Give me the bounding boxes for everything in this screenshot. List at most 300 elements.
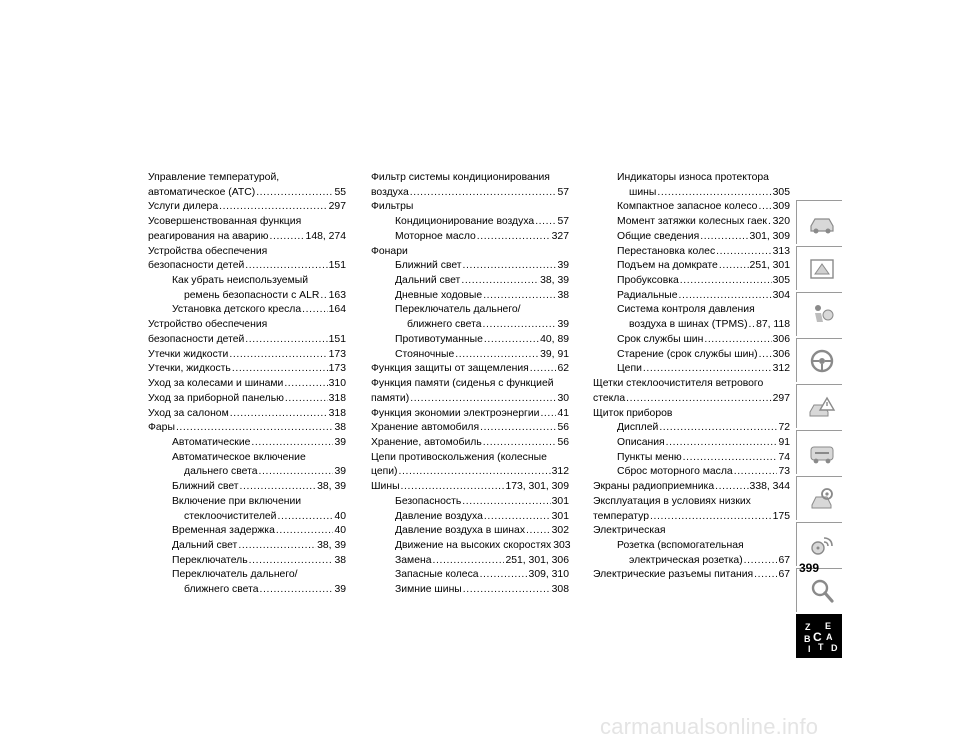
dot-leader [240,480,317,495]
index-entry [148,215,346,244]
index-entry [371,539,569,554]
index-entry [148,200,346,215]
dot-leader [749,318,756,333]
index-entry [593,274,790,289]
index-entry-pages[interactable]: 40 [334,525,346,537]
index-entry-pages[interactable]: 318 [328,407,346,419]
index-entry-label: Уход за приборной панелью [148,392,284,404]
index-entry-pages[interactable]: 91 [778,436,790,448]
index-entry-label: Дисплей [617,422,659,434]
index-entry [593,362,790,377]
index-entry-label: цепи) [371,466,398,478]
index-entry-label: Электрические разъемы питания [593,569,754,581]
index-entry-pages[interactable]: 297 [328,201,346,213]
index-entry-pages[interactable]: 72 [778,422,790,434]
index-entry-pages[interactable]: 309 [772,201,790,213]
index-entry-label: Шины [371,481,400,493]
index-entry [371,524,569,539]
dot-leader [700,230,748,245]
car-overview-icon [807,208,837,238]
index-entry-pages[interactable]: 304 [772,289,790,301]
index-entry [593,171,790,200]
index-entry [593,436,790,451]
index-entry [593,407,790,422]
index-entry-label: Утечки жидкости [148,348,229,360]
dot-leader [229,348,327,363]
index-entry [371,407,569,422]
dot-leader [715,480,748,495]
dot-leader [535,215,556,230]
index-entry-label: Дальний свет [395,275,461,287]
index-entry-pages[interactable]: 173 [328,348,346,360]
index-entry [371,230,569,245]
index-entry-label: Давление воздуха в шинах [395,525,526,537]
index-entry [593,495,790,524]
index-entry-label: Утечки, жидкость [148,363,231,375]
index-entry-label: Безопасность [395,495,462,507]
index-entry [593,480,790,495]
index-entry [371,510,569,525]
index-entry-pages[interactable]: 151 [328,333,346,345]
dot-leader [256,186,333,201]
dot-leader [463,583,551,598]
index-entry [371,495,569,510]
index-entry [148,480,346,495]
index-entry-heading: Система контроля давления [617,304,755,316]
dot-leader [480,421,556,436]
dot-leader [245,259,327,274]
index-entry-label: Уход за салоном [148,407,229,419]
dot-leader [232,362,328,377]
index-entry-label: Старение (срок службы шин) [617,348,758,360]
tab-multimedia[interactable] [796,522,842,566]
index-entry [371,583,569,598]
dot-leader [219,200,328,215]
index-entry [148,348,346,363]
index-entry-pages[interactable]: 303 [553,539,571,551]
index-entry-pages[interactable]: 39 [334,436,346,448]
index-entry-label: Противотуманные [395,333,483,345]
service-car-icon [807,438,837,468]
emergency-roadside-icon [807,392,837,422]
tab-service-car[interactable] [796,430,842,474]
index-entry [148,245,346,274]
dot-leader [245,333,327,348]
dot-leader [302,303,328,318]
index-entry-label: стекла [593,392,626,404]
tab-emergency-roadside[interactable] [796,384,842,428]
index-entry-pages[interactable]: 308 [551,584,569,596]
airbag-safety-icon [807,300,837,330]
index-entry-pages[interactable]: 38, 39 [540,275,569,287]
index-entry-pages[interactable]: 151 [328,260,346,272]
index-entry-heading: Как убрать неиспользуемый [172,275,309,287]
index-entry-heading: Цепи противоскольжения (колесные [371,451,547,463]
index-entry-pages[interactable]: 318 [328,392,346,404]
index-entry-label: Движение на высоких скоростях [395,539,552,551]
index-entry-label: Функция защиты от защемления [371,363,529,375]
index-entry-heading: Включение при включении [172,495,302,507]
index-entry-pages[interactable]: 313 [772,245,790,257]
index-entry [371,245,569,260]
index-entry-label: Переключатель [172,554,248,566]
index-entry [371,171,569,200]
warning-lights-icon [807,254,837,284]
dot-leader [484,333,539,348]
dot-leader [401,480,505,495]
index-entry [148,377,346,392]
watermark: carmanualsonline.info [600,714,819,739]
index-entry-pages[interactable]: 39 [334,466,346,478]
dot-leader [719,259,749,274]
index-entry-pages[interactable]: 38, 39 [317,481,346,493]
dot-leader [284,377,327,392]
index-entry-heading: Функция памяти (сиденья с функцией [371,378,554,390]
index-entry-pages[interactable]: 67 [778,569,790,581]
dot-leader [758,200,771,215]
index-entry [593,259,790,274]
dot-leader [477,230,551,245]
index-entry [593,421,790,436]
index-entry-label: Фильтры [371,201,414,213]
index-entry-pages[interactable]: 301, 309 [749,230,790,242]
index-entry-heading: Управление температурой, [148,172,280,183]
index-entry-label: Автоматические [172,436,251,448]
index-entry-pages[interactable]: 309, 310 [528,569,569,581]
index-entry [371,362,569,377]
index-entry-label: Дневные ходовые [395,289,483,301]
index-entry-label: Перестановка колес [617,245,716,257]
index-entry-label: Компактное запасное колесо [617,201,758,213]
index-entry [148,554,346,569]
dot-leader [759,348,772,363]
tab-technical-specs[interactable] [796,476,842,520]
index-entry-label: ближнего света [184,584,259,596]
index-entry-pages[interactable]: 38 [557,289,569,301]
index-entry-label: температур [593,510,650,522]
index-entry-label: ближнего света [407,319,482,331]
index-entry-label: Подъем на домкрате [617,260,718,272]
index-entry-pages[interactable]: 56 [557,422,569,434]
index-entry [148,318,346,347]
index-entry [371,303,569,332]
index-entry-pages[interactable]: 306 [772,333,790,345]
tab-car-overview[interactable] [796,200,842,244]
index-entry-label: безопасности детей [148,260,245,272]
index-entry-label: Сброс моторного масла [617,466,733,478]
index-entry-label: Кондиционирование воздуха [395,216,535,228]
dot-leader [680,274,772,289]
index-entry [371,215,569,230]
index-entry-label: воздуха [371,186,409,198]
index-entry [148,171,346,200]
index-entry [371,480,569,495]
dot-leader [666,436,778,451]
index-entry-label: Функция экономии электроэнергии [371,407,540,419]
index-entry-pages[interactable]: 39, 91 [540,348,569,360]
index-entry-pages[interactable]: 40, 89 [540,333,569,345]
index-entry [371,436,569,451]
index-entry-pages[interactable]: 38 [334,554,346,566]
index-entry-label: Цепи [617,363,642,375]
index-entry-pages[interactable]: 312 [551,466,569,478]
dot-leader [704,333,771,348]
index-entry-label: Экраны радиоприемника [593,481,715,493]
dot-leader [410,392,556,407]
index-entry-pages[interactable]: 39 [557,260,569,272]
dot-leader [744,554,778,569]
index-entry-pages[interactable]: 87, 118 [756,319,790,331]
dot-leader [278,510,334,525]
dot-leader [540,407,556,422]
index-entry [593,303,790,332]
dot-leader [461,274,539,289]
index-entry-pages[interactable]: 148, 274 [305,230,346,242]
dot-leader [410,186,557,201]
dot-leader [276,524,334,539]
index-entry [148,303,346,318]
index-entry-label: Пункты меню [617,451,682,463]
index-entry-pages[interactable]: 251, 301, 306 [505,554,569,566]
index-column-2 [371,171,569,598]
index-entry-pages[interactable]: 62 [557,363,569,375]
tab-airbag-safety[interactable] [796,292,842,336]
index-entry-label: электрическая розетка) [629,554,743,566]
index-entry-label: Давление воздуха [395,510,483,522]
index-entry-pages[interactable]: 310 [328,378,346,390]
index-entry-label: ремень безопасности с ALR [184,289,320,301]
index-entry-label: реагирования на аварию [148,230,269,242]
dot-leader [483,289,556,304]
index-entry-pages[interactable]: 312 [772,363,790,375]
index-entry [371,421,569,436]
dot-leader [754,568,777,583]
index-entry-label: Электрическая [593,525,666,537]
index-entry-heading: Переключатель дальнего/ [172,569,298,581]
dot-leader [251,436,333,451]
index-entry-label: Запасные колеса [395,569,479,581]
index-column-1 [148,171,346,598]
index-entry-heading: Переключатель дальнего/ [395,304,521,316]
index-entry [593,230,790,245]
dot-leader [678,289,771,304]
index-entry [371,274,569,289]
dot-leader [269,230,304,245]
index-entry-pages[interactable]: 306 [772,348,790,360]
index-entry-pages[interactable]: 55 [334,186,346,198]
index-entry-pages[interactable]: 40 [334,510,346,522]
index-entry-label: дальнего света [184,466,258,478]
index-entry [148,407,346,422]
index-entry-label: Стояночные [395,348,455,360]
index-entry-label: Фары [148,422,175,434]
index-entry-label: Замена [395,554,432,566]
index-entry-label: воздуха в шинах (TPMS) [629,319,748,331]
index-entry-label: Описания [617,436,665,448]
index-entry-pages[interactable]: 173 [328,363,346,375]
dot-leader [643,362,772,377]
index-entry-pages[interactable]: 301 [551,510,569,522]
index-entry [148,274,346,303]
index-entry [148,568,346,597]
index-entry-pages[interactable]: 305 [772,275,790,287]
index-entry [371,348,569,363]
dot-leader [433,554,505,569]
multimedia-icon [807,530,837,560]
index-entry-label: Зимние шины [395,584,462,596]
index-entry [371,333,569,348]
index-entry-label: шины [629,186,657,198]
index-entry-heading: Эксплуатация в условиях низких [593,495,751,507]
dot-leader [320,289,327,304]
index-entry-label: Момент затяжки колесных гаек [617,216,767,228]
dot-leader [399,465,551,480]
index-entry-pages[interactable]: 164 [328,304,346,316]
index-entry [371,451,569,480]
index-entry [593,568,790,583]
index-entry [148,451,346,480]
index-entry-label: Щиток приборов [593,407,673,419]
dot-leader [285,392,328,407]
index-entry-label: Уход за колесами и шинами [148,378,284,390]
dot-leader [462,495,550,510]
index-entry [593,377,790,406]
index-entry [593,200,790,215]
index-entry-heading: Розетка (вспомогательная [617,539,744,551]
index-entry-pages[interactable]: 302 [551,525,569,537]
dot-leader [480,568,528,583]
dot-leader [626,392,772,407]
index-entry-label: Временная задержка [172,525,275,537]
dot-leader [238,539,316,554]
index-entry-pages[interactable]: 74 [778,451,790,463]
tab-index[interactable]: Z E B A C T I D [796,614,842,658]
index-entry-label: Дальний свет [172,539,238,551]
index-entry-pages[interactable]: 305 [772,186,790,198]
dot-leader [659,421,777,436]
dot-leader [530,362,557,377]
index-entry [148,436,346,451]
index-entry-label: Радиальные [617,289,678,301]
index-entry-pages[interactable]: 30 [557,392,569,404]
index-entry [371,377,569,406]
index-entry-label: памяти) [371,392,410,404]
index-entry-pages[interactable]: 56 [557,436,569,448]
index-entry-pages[interactable]: 327 [551,230,569,242]
index-entry-label: Хранение автомобиля [371,422,480,434]
index-entry-label: Ближний свет [395,260,462,272]
index-entry-label: Моторное масло [395,230,476,242]
index-entry [148,524,346,539]
dot-leader [683,451,778,466]
index-entry-label: Ближний свет [172,481,239,493]
index-entry [593,245,790,260]
dot-leader [230,407,328,422]
index-entry-pages[interactable]: 41 [557,407,569,419]
index-entry-pages[interactable]: 163 [328,289,346,301]
index-entry [593,289,790,304]
index-entry-pages[interactable]: 301 [551,495,569,507]
index-entry-pages[interactable]: 38 [334,422,346,434]
index-entry [148,421,346,436]
side-chapter-tabs [796,200,842,660]
index-entry [371,568,569,583]
index-entry-heading: Индикаторы износа протектора [617,172,769,183]
index-entry-pages[interactable]: 39 [334,584,346,596]
index-entry-pages[interactable]: 320 [772,216,790,228]
index-entry-heading: Устройства обеспечения [148,245,268,257]
index-entry [371,259,569,274]
index-entry [371,554,569,569]
index-entry-pages[interactable]: 57 [557,186,569,198]
index-entry [148,392,346,407]
dot-leader [650,510,772,525]
index-entry-pages[interactable]: 38, 39 [317,539,346,551]
index-entry-heading: Щетки стеклоочистителя ветрового [593,378,764,390]
index-entry-pages[interactable]: 57 [557,216,569,228]
index-entry [593,451,790,466]
index-entry-heading: Автоматическое включение [172,451,306,463]
index-entry-pages[interactable]: 173, 301, 309 [505,481,569,493]
index-entry-label: Фонари [371,245,408,257]
index-entry-pages[interactable]: 251, 301 [749,260,790,272]
index-entry-pages[interactable]: 67 [778,554,790,566]
index-entry [148,362,346,377]
index-entry-label: безопасности детей [148,333,245,345]
index-entry-label: Установка детского кресла [172,304,302,316]
index-entry-label: Пробуксовка [617,275,679,287]
index-entry-label: Общие сведения [617,230,700,242]
index-entry-pages[interactable]: 297 [772,392,790,404]
index-entry-label: Услуги дилера [148,201,219,213]
index-entry-pages[interactable]: 175 [772,510,790,522]
index-entry [593,333,790,348]
dot-leader [768,215,772,230]
index-entry-pages[interactable]: 338, 344 [749,481,790,493]
index-entry [593,524,790,539]
index-entry [148,539,346,554]
index-entry [593,539,790,568]
tab-warning-lights[interactable] [796,246,842,290]
index-entry-heading: Фильтр системы кондиционирования [371,172,550,183]
index-entry [371,200,569,215]
index-entry-pages[interactable]: 39 [557,319,569,331]
dot-leader [259,465,334,480]
index-entry-label: стеклоочистителей [184,510,277,522]
dot-leader [260,583,334,598]
dot-leader [455,348,539,363]
index-entry [148,495,346,524]
index-entry [593,215,790,230]
tab-steering-wheel[interactable] [796,338,842,382]
index-column-3 [593,171,790,583]
index-entry-pages[interactable]: 73 [778,466,790,478]
index-entry-label: автоматическое (ATC) [148,186,256,198]
dot-leader [657,186,771,201]
page-number: 399 [799,561,820,575]
dot-leader [734,465,778,480]
dot-leader [526,524,551,539]
dot-leader [176,421,334,436]
index-entry-label: Хранение, автомобиль [371,436,482,448]
index-entry-heading: Усовершенствованная функция [148,216,302,228]
dot-leader [484,510,551,525]
index-entry [593,465,790,480]
index-entry-heading: Устройство обеспечения [148,319,268,331]
dot-leader [483,436,557,451]
search-icon [807,576,837,606]
index-entry-label: Срок службы шин [617,333,704,345]
